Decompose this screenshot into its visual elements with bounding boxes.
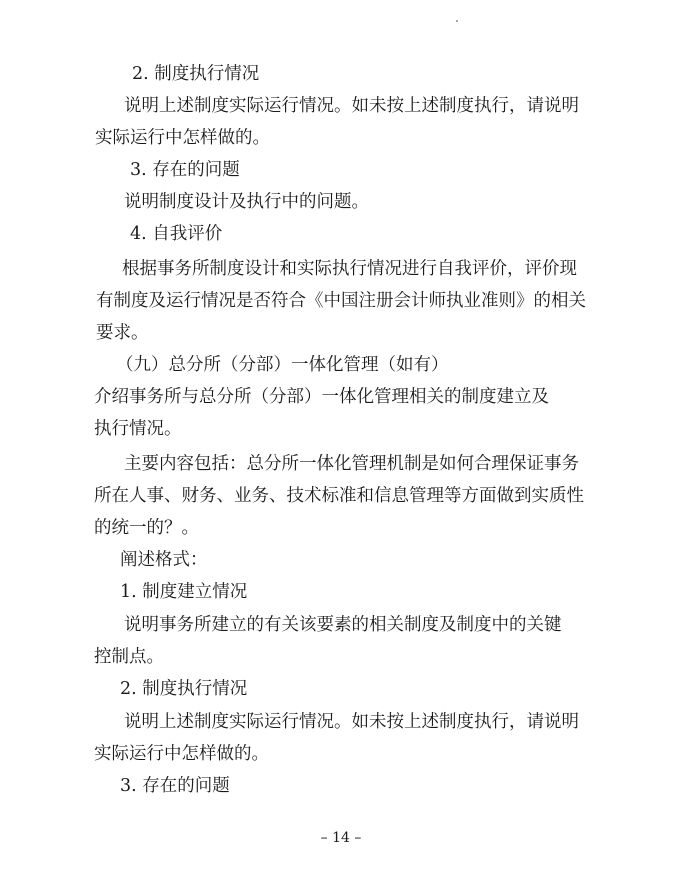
paragraph-line: 有制度及运行情况是否符合《中国注册会计师执业准则》的相关 [96,291,586,311]
heading-problems: 3. 存在的问题 [120,776,230,796]
format-label: 阐述格式： [120,550,208,570]
heading-problems: 3. 存在的问题 [130,160,240,180]
paragraph-line: 根据事务所制度设计和实际执行情况进行自我评价，评价现 [122,259,577,279]
paragraph-line: 实际运行中怎样做的。 [95,128,270,148]
heading-self-evaluation: 4. 自我评价 [130,224,223,244]
heading-establishment: 1. 制度建立情况 [120,582,248,602]
paragraph-line: 的统一的？。 [94,518,199,538]
paragraph-line: 说明事务所建立的有关该要素的相关制度及制度中的关键 [124,615,562,635]
paragraph-line: 说明上述制度实际运行情况。如未按上述制度执行，请说明 [124,712,579,732]
scan-speck [456,20,458,22]
heading-execution: 2. 制度执行情况 [132,64,260,84]
paragraph-line: 执行情况。 [94,419,182,439]
paragraph-line: 要求。 [96,323,149,343]
paragraph-line: 控制点。 [94,647,164,667]
page-number: – 14 – [320,830,362,846]
paragraph-line: 说明上述制度实际运行情况。如未按上述制度执行，请说明 [124,96,579,116]
paragraph-line: 主要内容包括：总分所一体化管理机制是如何合理保证事务 [124,454,579,474]
paragraph-line: 所在人事、财务、业务、技术标准和信息管理等方面做到实质性 [94,486,584,506]
section-heading-nine: （九）总分所（分部）一体化管理（如有） [116,355,449,375]
paragraph-line: 实际运行中怎样做的。 [94,744,269,764]
paragraph-line: 说明制度设计及执行中的问题。 [124,192,369,212]
paragraph-line: 介绍事务所与总分所（分部）一体化管理相关的制度建立及 [94,387,549,407]
heading-execution: 2. 制度执行情况 [120,679,248,699]
